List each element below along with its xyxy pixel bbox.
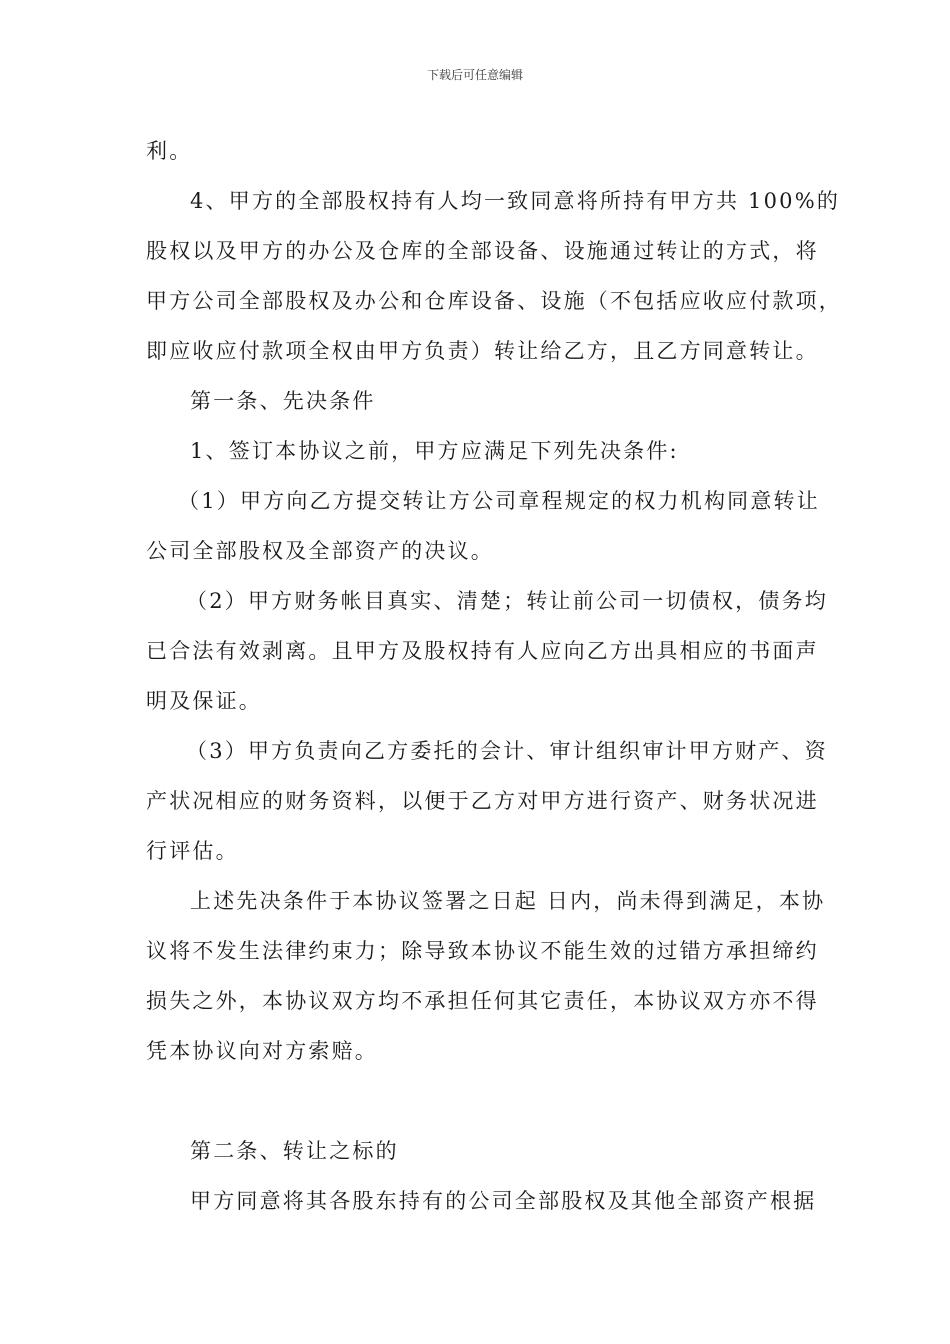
text-line: 即应收应付款项全权由甲方负责）转让给乙方，且乙方同意转让。 — [146, 339, 819, 363]
text-line: 行评估。 — [146, 839, 239, 863]
text-line: 上述先决条件于本协议签署之日起 日内，尚未得到满足，本协 — [190, 889, 826, 913]
text-line: 股权以及甲方的办公及仓库的全部设备、设施通过转让的方式，将 — [146, 239, 819, 263]
page-header: 下载后可任意编辑 — [426, 68, 523, 82]
text-line: 4、甲方的全部股权持有人均一致同意将所持有甲方共 100%的 — [190, 189, 841, 213]
text-line: 凭本协议向对方索赔。 — [146, 1039, 378, 1063]
text-line: 产状况相应的财务资料，以便于乙方对甲方进行资产、财务状况进 — [146, 789, 819, 813]
text-line: （3）甲方负责向乙方委托的会计、审计组织审计甲方财产、资 — [186, 739, 828, 763]
text-line: 利。 — [146, 139, 193, 163]
text-line: 已合法有效剥离。且甲方及股权持有人应向乙方出具相应的书面声 — [146, 639, 819, 663]
section-heading: 第一条、先决条件 — [190, 389, 376, 413]
section-heading: 第二条、转让之标的 — [190, 1139, 399, 1163]
text-line: 甲方同意将其各股东持有的公司全部股权及其他全部资产根据 — [190, 1189, 817, 1213]
text-line: （1）甲方向乙方提交转让方公司章程规定的权力机构同意转让 — [178, 489, 820, 513]
text-line: 1、签订本协议之前，甲方应满足下列先决条件: — [190, 439, 679, 463]
text-line: 甲方公司全部股权及办公和仓库设备、设施（不包括应收应付款项， — [146, 289, 842, 313]
text-line: 明及保证。 — [146, 689, 262, 713]
text-line: 损失之外，本协议双方均不承担任何其它责任，本协议双方亦不得 — [146, 989, 819, 1013]
text-line: 议将不发生法律约束力；除导致本协议不能生效的过错方承担缔约 — [146, 939, 819, 963]
text-line: （2）甲方财务帐目真实、清楚；转让前公司一切债权，债务均 — [186, 589, 828, 613]
text-line: 公司全部股权及全部资产的决议。 — [146, 539, 494, 563]
